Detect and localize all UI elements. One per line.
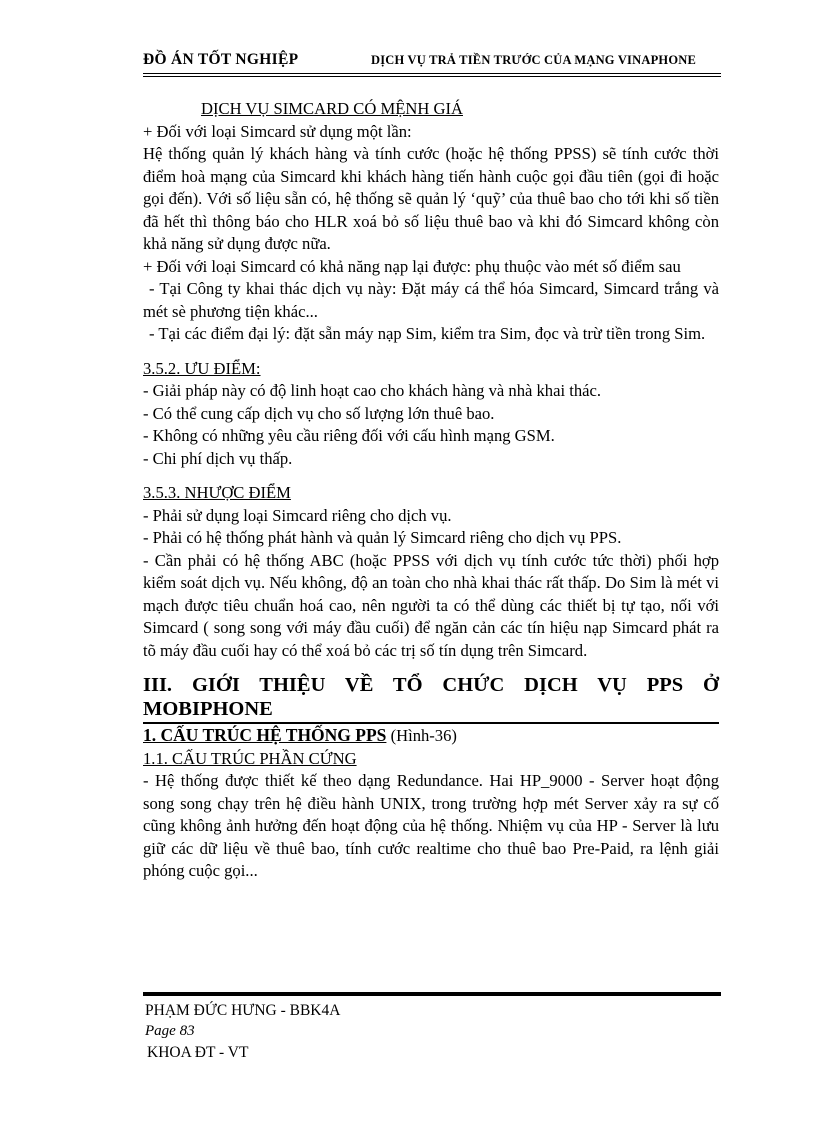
list-item: - Phải sử dụng loại Simcard riêng cho dịch vụ. xyxy=(143,505,452,525)
paragraph-hardware: - Hệ thống được thiết kế theo dạng Redundance. Hai HP_9000 - Server hoạt động song song chạy trên hệ điều hành UNIX, trong trường hợp mét Server xảy ra sự cố cũng không ảnh hưởng đến hoạt động của hệ thống. Nhiệm vụ của HP - Server là lưu giữ các dữ liệu về thuê bao, tính cước realtime cho thuê bao Pre-Paid, ra lệnh giải phóng cuộc gọi... xyxy=(143,771,719,880)
page-footer xyxy=(145,1000,340,1063)
list-item: - Cần phải có hệ thống ABC (hoặc PPSS với dịch vụ tính cước tức thời) phối hợp kiểm soát dịch vụ. Nếu không, độ an toàn cho nhà khai thác rất thấp. Do Sim là mét vi mạch được tiêu chuẩn hoá cao, nên người ta có thể dùng các thiết bị tự tạo, nối với Simcard ( song song với máy đầu cuối) để ngăn cản các tín hiệu nạp Simcard phát ra tõ máy đầu cuối hay có thể xoá bỏ các trị số tín dụng trên Simcard. xyxy=(143,550,719,660)
footer-department: KHOA ĐT - VT xyxy=(147,1044,249,1061)
section-structure-label: 1. CẤU TRÚC HỆ THỐNG PPS xyxy=(143,725,387,745)
list-item: - Không có những yêu cầu riêng đối với cấu hình mạng GSM. xyxy=(143,426,555,445)
footer-author: PHẠM ĐỨC HƯNG - BBK4A xyxy=(145,1002,341,1019)
list-item: - Có thể cung cấp dịch vụ cho số lượng lớn thuê bao. xyxy=(143,403,495,423)
paragraph-billing: Hệ thống quản lý khách hàng và tính cước (hoặc hệ thống PPSS) sẽ tính cước thời điểm hoà mạng của Simcard khi khách hàng tiến hành cuộc gọi đầu tiên (gọi đi hoặc gọi đến). Với số liệu sẵn có, hệ thống sẽ quản lý ‘quỹ’ của thuê bao cho tới khi số tiền đã hết thì thông báo cho HLR xoá bỏ số liệu thuê bao và khi đó Simcard không còn khả năng sử dụng được nữa. xyxy=(143,144,719,253)
page-content xyxy=(143,98,719,883)
footer-rule xyxy=(143,992,721,996)
heading-advantages: 3.5.2. ƯU ĐIỂM: xyxy=(143,358,261,378)
heading-disadvantages: 3.5.3. NHƯỢC ĐIỂM xyxy=(143,483,291,502)
page-number: Page 83 xyxy=(145,1023,195,1039)
list-item: - Giải pháp này có độ linh hoạt cao cho khách hàng và nhà khai thác. xyxy=(143,381,602,400)
section-title-structure xyxy=(143,724,719,748)
header-rule xyxy=(143,73,721,77)
paragraph-single-use: + Đối với loại Simcard sử dụng một lần: xyxy=(143,121,412,141)
chapter-title: III. GIỚI THIỆU VỀ TỔ CHỨC DỊCH VỤ PPS Ở MOBIPHONE xyxy=(143,673,719,724)
list-item: - Phải có hệ thống phát hành và quản lý Simcard riêng cho dịch vụ PPS. xyxy=(143,528,622,547)
figure-reference: (Hình-36) xyxy=(386,726,457,745)
subsection-hardware: 1.1. CẤU TRÚC PHẦN CỨNG xyxy=(143,748,357,768)
header-left-title: ĐỒ ÁN TỐT NGHIỆP xyxy=(143,51,299,68)
paragraph-company: - Tại Công ty khai thác dịch vụ này: Đặt máy cá thể hóa Simcard, Simcard trắng và mét sè phương tiện khác... xyxy=(143,279,719,321)
section-title-simcard: DỊCH VỤ SIMCARD CÓ MỆNH GIÁ xyxy=(201,99,463,118)
list-item: - Chi phí dịch vụ thấp. xyxy=(143,448,293,468)
paragraph-agents: - Tại các điểm đại lý: đặt sẵn máy nạp Sim, kiểm tra Sim, đọc và trừ tiền trong Sim. xyxy=(149,324,706,343)
paragraph-rechargeable: + Đối với loại Simcard có khả năng nạp lại được: phụ thuộc vào mét số điểm sau xyxy=(143,256,681,276)
page-header xyxy=(143,50,721,72)
header-right-title: DỊCH VỤ TRẢ TIỀN TRƯỚC CỦA MẠNG VINAPHONE xyxy=(371,53,697,67)
